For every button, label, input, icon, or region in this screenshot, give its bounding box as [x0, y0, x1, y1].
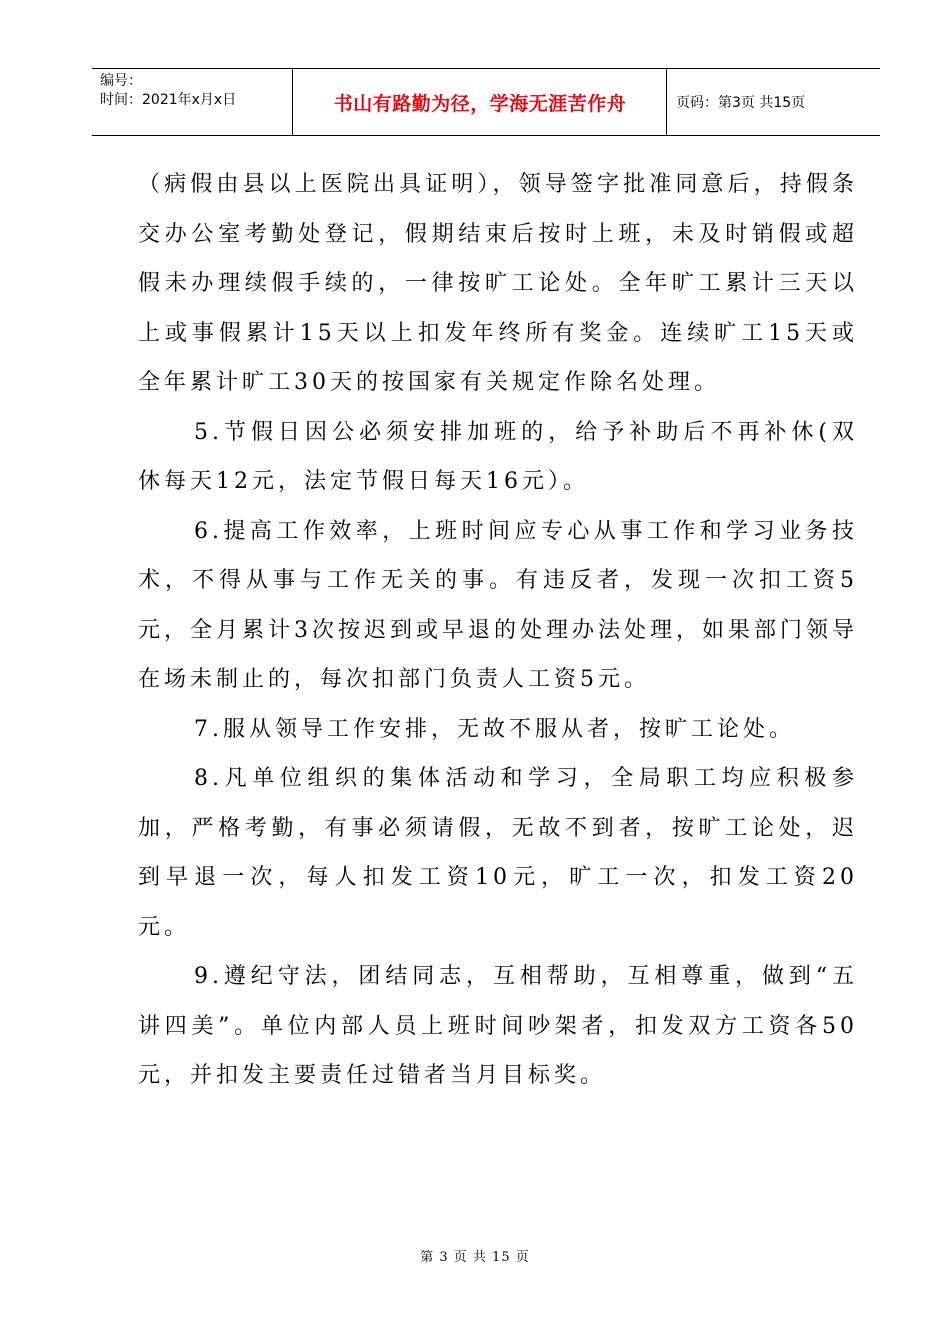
page-footer: 第 3 页 共 15 页 [420, 1250, 530, 1265]
paragraph-3: 6.提高工作效率，上班时间应专心从事工作和学习业务技术，不得从事与工作无关的事。有违反者，发现一次扣工资5元，全月累计3次按迟到或早退的处理办法处理，如果部门领导在场未制止的，每次扣部门负责人工资5元。 [138, 518, 858, 692]
header-divider [292, 69, 293, 135]
header-divider [666, 69, 667, 135]
paragraph-4: 7.服从领导工作安排，无故不服从者，按旷工论处。 [194, 716, 795, 742]
paragraph-1: （病假由县以上医院出具证明），领导签字批准同意后，持假条交办公室考勤处登记，假期结束后按时上班，未及时销假或超假未办理续假手续的，一律按旷工论处。全年旷工累计三天以上或事假累计15天以上扣发年终所有奖金。连续旷工15天或全年累计旷工30天的按国家有关规定作除名处理。 [138, 172, 858, 395]
header-motto: 书山有路勤为径，学海无涯苦作舟 [333, 92, 627, 115]
serial-label: 编号： [100, 73, 142, 89]
paragraph-2: 5.节假日因公必须安排加班的，给予补助后不再补休(双休每天12元，法定节假日每天16元）。 [138, 419, 858, 494]
paragraph-6: 9.遵纪守法，团结同志，互相帮助，互相尊重，做到“五讲四美”。单位内部人员上班时间吵架者，扣发双方工资各50元，并扣发主要责任过错者当月目标奖。 [138, 964, 858, 1088]
time-label: 时间：2021年x月x日 [100, 92, 237, 108]
document-body [138, 160, 858, 1101]
header-page-info: 页码：第3页 共15页 [676, 95, 806, 111]
paragraph-5: 8.凡单位组织的集体活动和学习，全局职工均应积极参加，严格考勤，有事必须请假，无故不到者，按旷工论处，迟到早退一次，每人扣发工资10元，旷工一次，扣发工资20元。 [138, 766, 858, 940]
page-header [92, 68, 880, 136]
header-meta [100, 72, 236, 110]
